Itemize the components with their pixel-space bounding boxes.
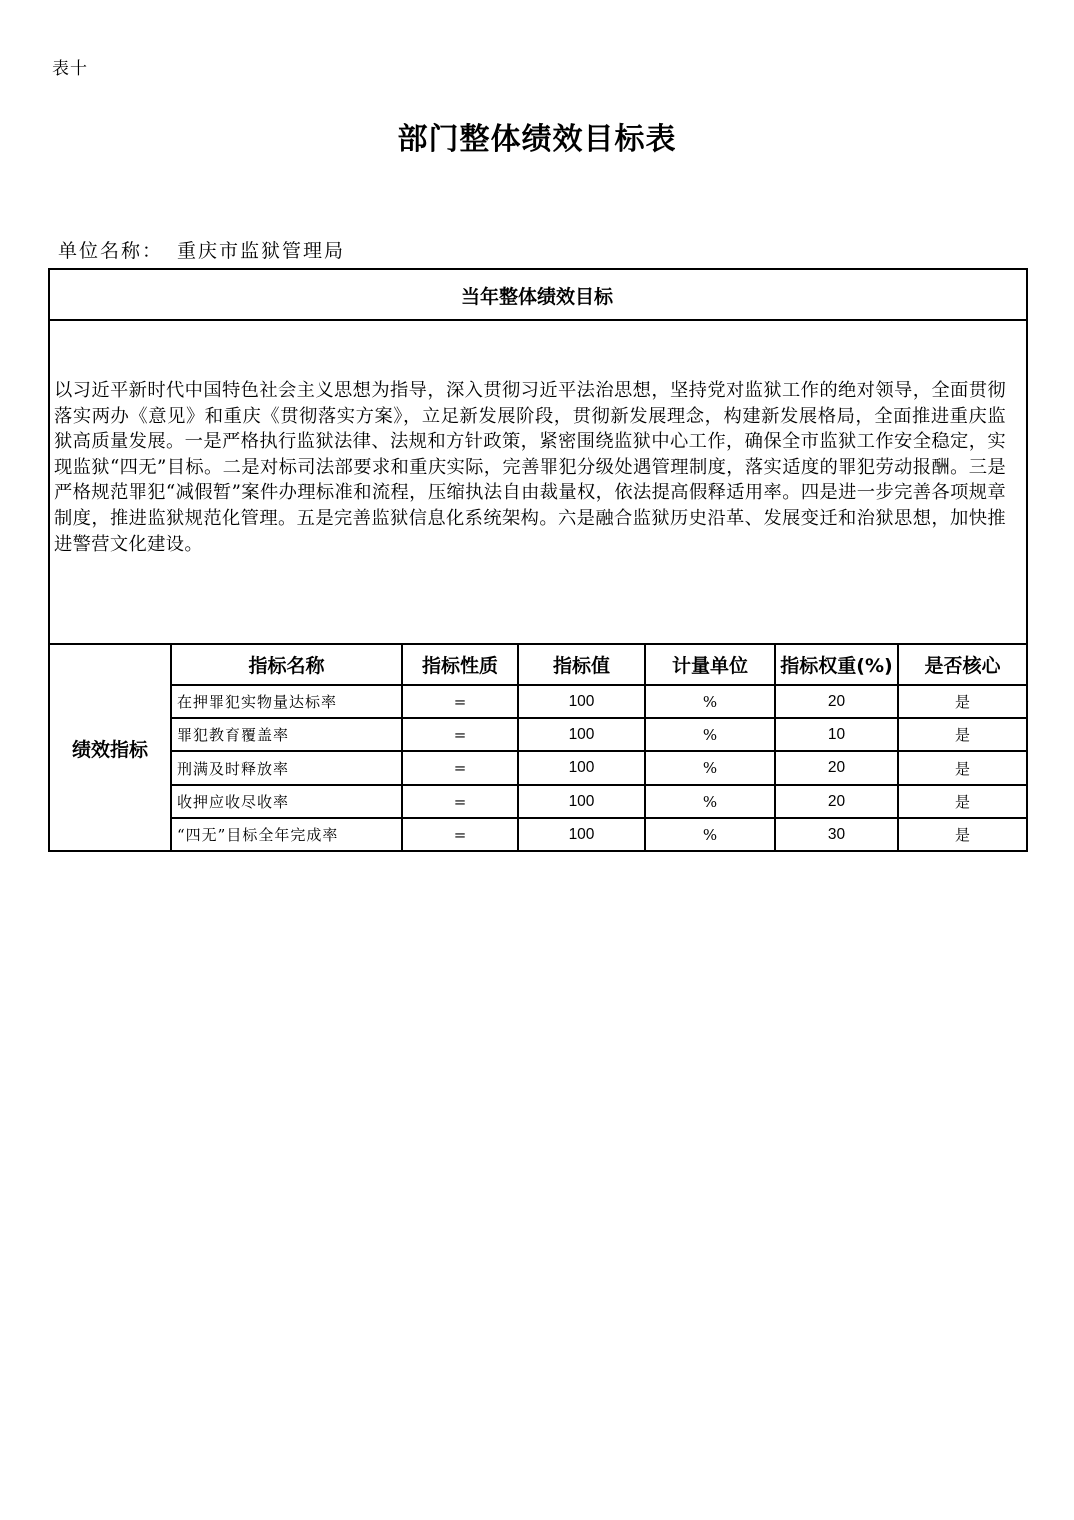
indicator-unit-cell: % (702, 725, 718, 744)
indicator-nature-cell: = (453, 692, 467, 711)
indicator-nature-cell: = (453, 825, 467, 844)
indicator-value-cell: 100 (568, 692, 595, 710)
indicator-name-cell: 收押应收尽收率 (177, 793, 290, 811)
indicator-core-cell: 是 (954, 693, 970, 711)
column-header-weight: 指标权重(%) (780, 655, 893, 677)
indicator-core-cell: 是 (954, 759, 970, 778)
indicator-name-cell: 罪犯教育覆盖率 (177, 726, 290, 744)
indicator-unit-cell: % (702, 759, 718, 777)
unit-label: 单位名称： (58, 240, 164, 262)
column-header-unit: 计量单位 (671, 655, 748, 677)
table-number: 表十 (52, 59, 88, 79)
indicator-weight-cell: 30 (827, 825, 846, 843)
indicator-weight-cell: 20 (827, 792, 846, 810)
column-header-indicator-name: 指标名称 (248, 655, 325, 677)
indicator-nature-cell: = (453, 725, 467, 744)
unit-line (58, 236, 345, 263)
unit-name: 重庆市监狱管理局 (177, 240, 346, 262)
indicator-core-cell: 是 (954, 826, 970, 844)
indicator-core-cell: 是 (954, 793, 970, 811)
indicator-value-cell: 100 (568, 825, 595, 843)
document-title: 部门整体绩效目标表 (397, 122, 677, 157)
column-header-is-core: 是否核心 (924, 655, 1001, 677)
indicator-name-cell: “四无”目标全年完成率 (177, 826, 339, 844)
indicator-value-cell: 100 (568, 759, 595, 776)
goal-text: 以习近平新时代中国特色社会主义思想为指导，深入贯彻习近平法治思想，坚持党对监狱工作的绝对领导，全面贯彻落实两办《意见》和重庆《贯彻落实方案》，立足新发展阶段，贯彻新发展理念，构建新发展格局，全面推进重庆监狱高质量发展。一是严格执行监狱法律、法规和方针政策，紧密围绕监狱中心工作，确保全市监狱工作安全稳定，实现监狱“四无”目标。二是对标司法部要求和重庆实际，完善罪犯分级处遇管理制度，落实适度的罪犯劳动报酬。三是严格规范罪犯“减假暂”案件办理标准和流程，压缩执法自由裁量权，依法提高假释适用率。四是进一步完善各项规章制度，推进监狱规范化管理。五是完善监狱信息化系统架构。六是融合监狱历史沿革、发展变迁和治狱思想，加快推进警营文化建设。 (54, 380, 1006, 555)
column-header-indicator-value: 指标值 (552, 655, 610, 677)
goal-section-title: 当年整体绩效目标 (460, 285, 613, 308)
indicator-weight-cell: 20 (827, 692, 846, 710)
indicator-weight-cell: 20 (827, 759, 846, 776)
indicator-value-cell: 100 (568, 792, 595, 810)
indicator-nature-cell: = (453, 792, 467, 811)
indicator-nature-cell: = (453, 759, 467, 777)
column-header-indicator-nature: 指标性质 (421, 655, 498, 677)
indicator-unit-cell: % (702, 792, 718, 811)
indicator-name-cell: 在押罪犯实物量达标率 (177, 693, 338, 711)
indicator-core-cell: 是 (954, 726, 970, 744)
indicator-side-label: 绩效指标 (71, 738, 148, 761)
indicator-weight-cell: 10 (827, 725, 846, 743)
indicator-unit-cell: % (702, 692, 718, 711)
indicator-name-cell: 刑满及时释放率 (177, 759, 290, 778)
indicator-unit-cell: % (702, 825, 718, 844)
indicator-value-cell: 100 (568, 725, 595, 743)
